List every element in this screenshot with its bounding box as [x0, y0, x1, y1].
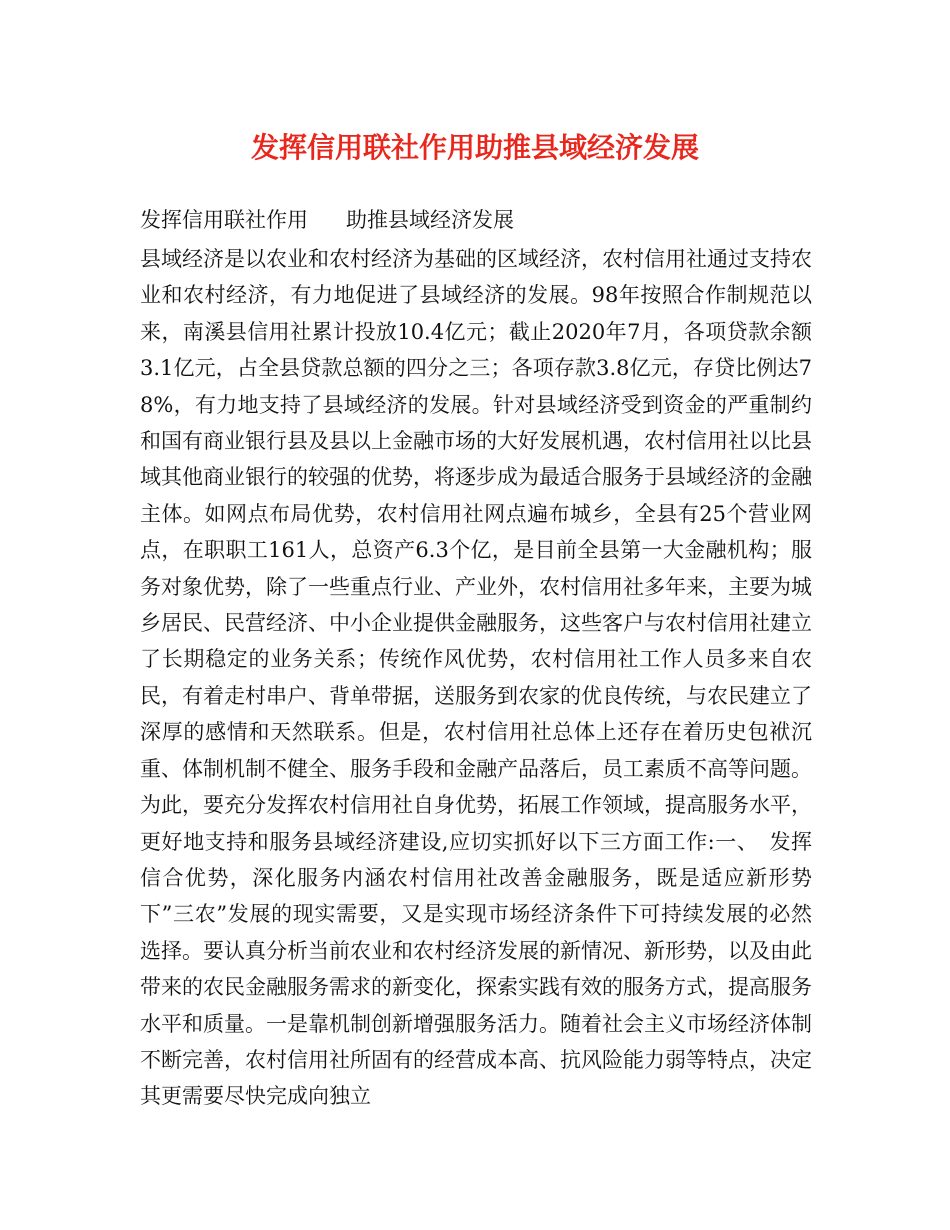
body-paragraph: 县域经济是以农业和农村经济为基础的区域经济，农村信用社通过支持农业和农村经济，有力地促进了县域经济的发展。98年按照合作制规范以来，南溪县信用社累计投放10.4亿元；截止2020年7月，各项贷款余额3.1亿元，占全县贷款总额的四分之三；各项存款3.8亿元，存贷比例达78%，有力地支持了县域经济的发展。针对县域经济受到资金的严重制约和国有商业银行县及县以上金融市场的大好发展机遇，农村信用社以比县域其他商业银行的较强的优势，将逐步成为最适合服务于县域经济的金融主体。如网点布局优势，农村信用社网点遍布城乡，全县有25个营业网点，在职职工161人，总资产6.3个亿，是目前全县第一大金融机构；服务对象优势，除了一些重点行业、产业外，农村信用社多年来，主要为城乡居民、民营经济、中小企业提供金融服务，这些客户与农村信用社建立了长期稳定的业务关系；传统作风优势，农村信用社工作人员多来自农民，有着走村串户、背单带据，送服务到农家的优良传统，与农民建立了深厚的感情和天然联系。但是，农村信用社总体上还存在着历史包袱沉重、体制机制不健全、服务手段和金融产品落后，员工素质不高等问题。为此，要充分发挥农村信用社自身优势，拓展工作领域，提高服务水平，更好地支持和服务县域经济建设,应切实抓好以下三方面工作:一、 发挥信合优势，深化服务内涵农村信用社改善金融服务，既是适应新形势下”三农”发展的现实需要，又是实现市场经济条件下可持续发展的必然选择。要认真分析当前农业和农村经济发展的新情况、新形势，以及由此带来的农民金融服务需求的新变化，探索实践有效的服务方式，提高服务水平和质量。一是靠机制创新增强服务活力。随着社会主义市场经济体制不断完善，农村信用社所固有的经营成本高、抗风险能力弱等特点，决定其更需要尽快完成向独立	[140, 247, 812, 1109]
document-subtitle	[140, 203, 514, 237]
document-title: 发挥信用联社作用助推县域经济发展	[250, 131, 699, 164]
subtitle-part-2: 助推县域经济发展	[346, 208, 514, 232]
subtitle-part-1: 发挥信用联社作用	[140, 208, 308, 232]
